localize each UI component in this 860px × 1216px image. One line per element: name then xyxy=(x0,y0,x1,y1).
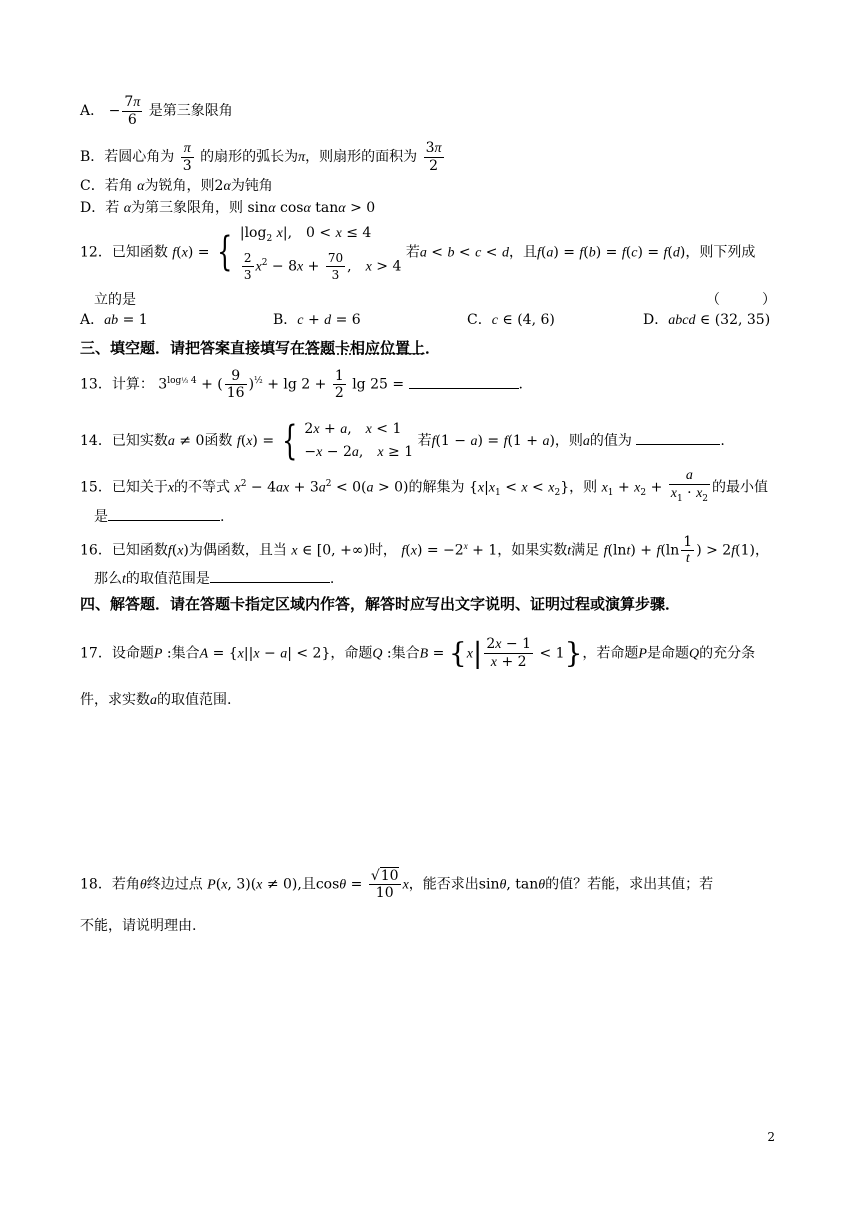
fraction: $\frac{\pi}{3}$ xyxy=(182,140,192,174)
q12-continuation: 立的是 xyxy=(94,292,136,308)
q13: 13．计算： $3^{log\frac{1}{3} 4}$ + ( $\frac{9}{16}$ )$^{\frac{1}{2}}$ + lg 2 + $\frac{1}{2}$ lg 25 = . xyxy=(80,368,523,401)
q17-continuation: 件，求实数a的取值范围. xyxy=(80,692,232,708)
q18: 18．若角θ终边过点 P(x, 3)(x ≠ 0),且cosθ = $\frac{√10}{10}$ x，能否求出sinθ, tanθ的值？若能，求出其值；若 xyxy=(80,868,714,901)
answer-blank[interactable] xyxy=(409,374,519,389)
q11-option-b: B．若圆心角为 $\frac{\pi}{3}$ 的扇形的弧长为π，则扇形的面积为 $\frac{3\pi}{2}$ xyxy=(80,140,442,174)
q18-continuation: 不能，请说明理由. xyxy=(80,918,197,934)
q15-continuation: 是 . xyxy=(94,506,224,527)
q15: 15．已知关于x的不等式 $x^2 - 4ax + 3a^2 < 0(a > 0)$的解集为 $\{x|x_1 < x < x_2\}$，则 $x_1 + x_2$ + $\frac{a}{x_1 \cdot x_2}$ 的最小值 xyxy=(80,468,769,504)
q11-option-a: A． − $\frac{7\pi}{6}$ 是第三象限角 xyxy=(80,94,233,128)
fraction: $\frac{7\pi}{6}$ xyxy=(124,94,141,128)
section-title: 四、解答题．请在答题卡指定区域内作答，解答时应写出文字说明、证明过程或演算步骤． xyxy=(80,595,681,613)
piecewise-function: $|\log_2$ x|, 0 < x ≤ 4 $\frac{2}{3}$ $x^2 - 8x$ + $\frac{70}{3}$ , x > 4 xyxy=(239,225,402,282)
q11-option-d: D．若 α为第三象限角，则 sinα cosα tanα > 0 xyxy=(80,200,376,216)
answer-blank[interactable] xyxy=(636,430,720,445)
piecewise-function: 2x + a, x < 1 −x − 2a, x ≥ 1 xyxy=(304,421,414,460)
fraction: $\frac{3\pi}{2}$ xyxy=(425,140,442,174)
q16-continuation: 那么t的取值范围是 . xyxy=(94,568,334,590)
q12-stem: 12．已知函数 f(x) = { $|\log_2$ x|, 0 < x ≤ 4 $\frac{2}{3}$ $x^2 - 8x$ + $\frac{70}{3}$ , x > 4 若a < b < c < d，且f(a) = f(b) = f(c) = f(d)，则下列成 xyxy=(80,222,755,283)
q11-option-c: C．若角 α为锐角，则2α为钝角 xyxy=(80,178,273,194)
q17: 17．设命题P :集合A = {x||x − a| < 2}，命题Q :集合B = {x| $\frac{2x - 1}{x + 2}$ < 1}，若命题P是命题Q的充分条 xyxy=(80,636,756,670)
answer-blank[interactable] xyxy=(108,506,220,521)
answer-paren: （ ） xyxy=(706,292,776,308)
page-number: 2 xyxy=(767,1130,775,1144)
q16: 16．已知函数f(x)为偶函数，且当 x ∈ [0, +∞)时， $f(x) = -2^x + 1$，如果实数t满足 f(lnt) + f(ln $\frac{1}{t}$ ) > 2f(1)， xyxy=(80,534,769,566)
answer-blank[interactable] xyxy=(210,568,330,583)
section-title: 三、填空题．请把答案直接填写在答题卡相应位置上． xyxy=(80,339,441,357)
q14: 14．已知实数a ≠ 0函数 f(x) = { 2x + a, x < 1 −x − 2a, x ≥ 1 若f(1 − a) = f(1 + a)，则a的值为 . xyxy=(80,418,725,464)
